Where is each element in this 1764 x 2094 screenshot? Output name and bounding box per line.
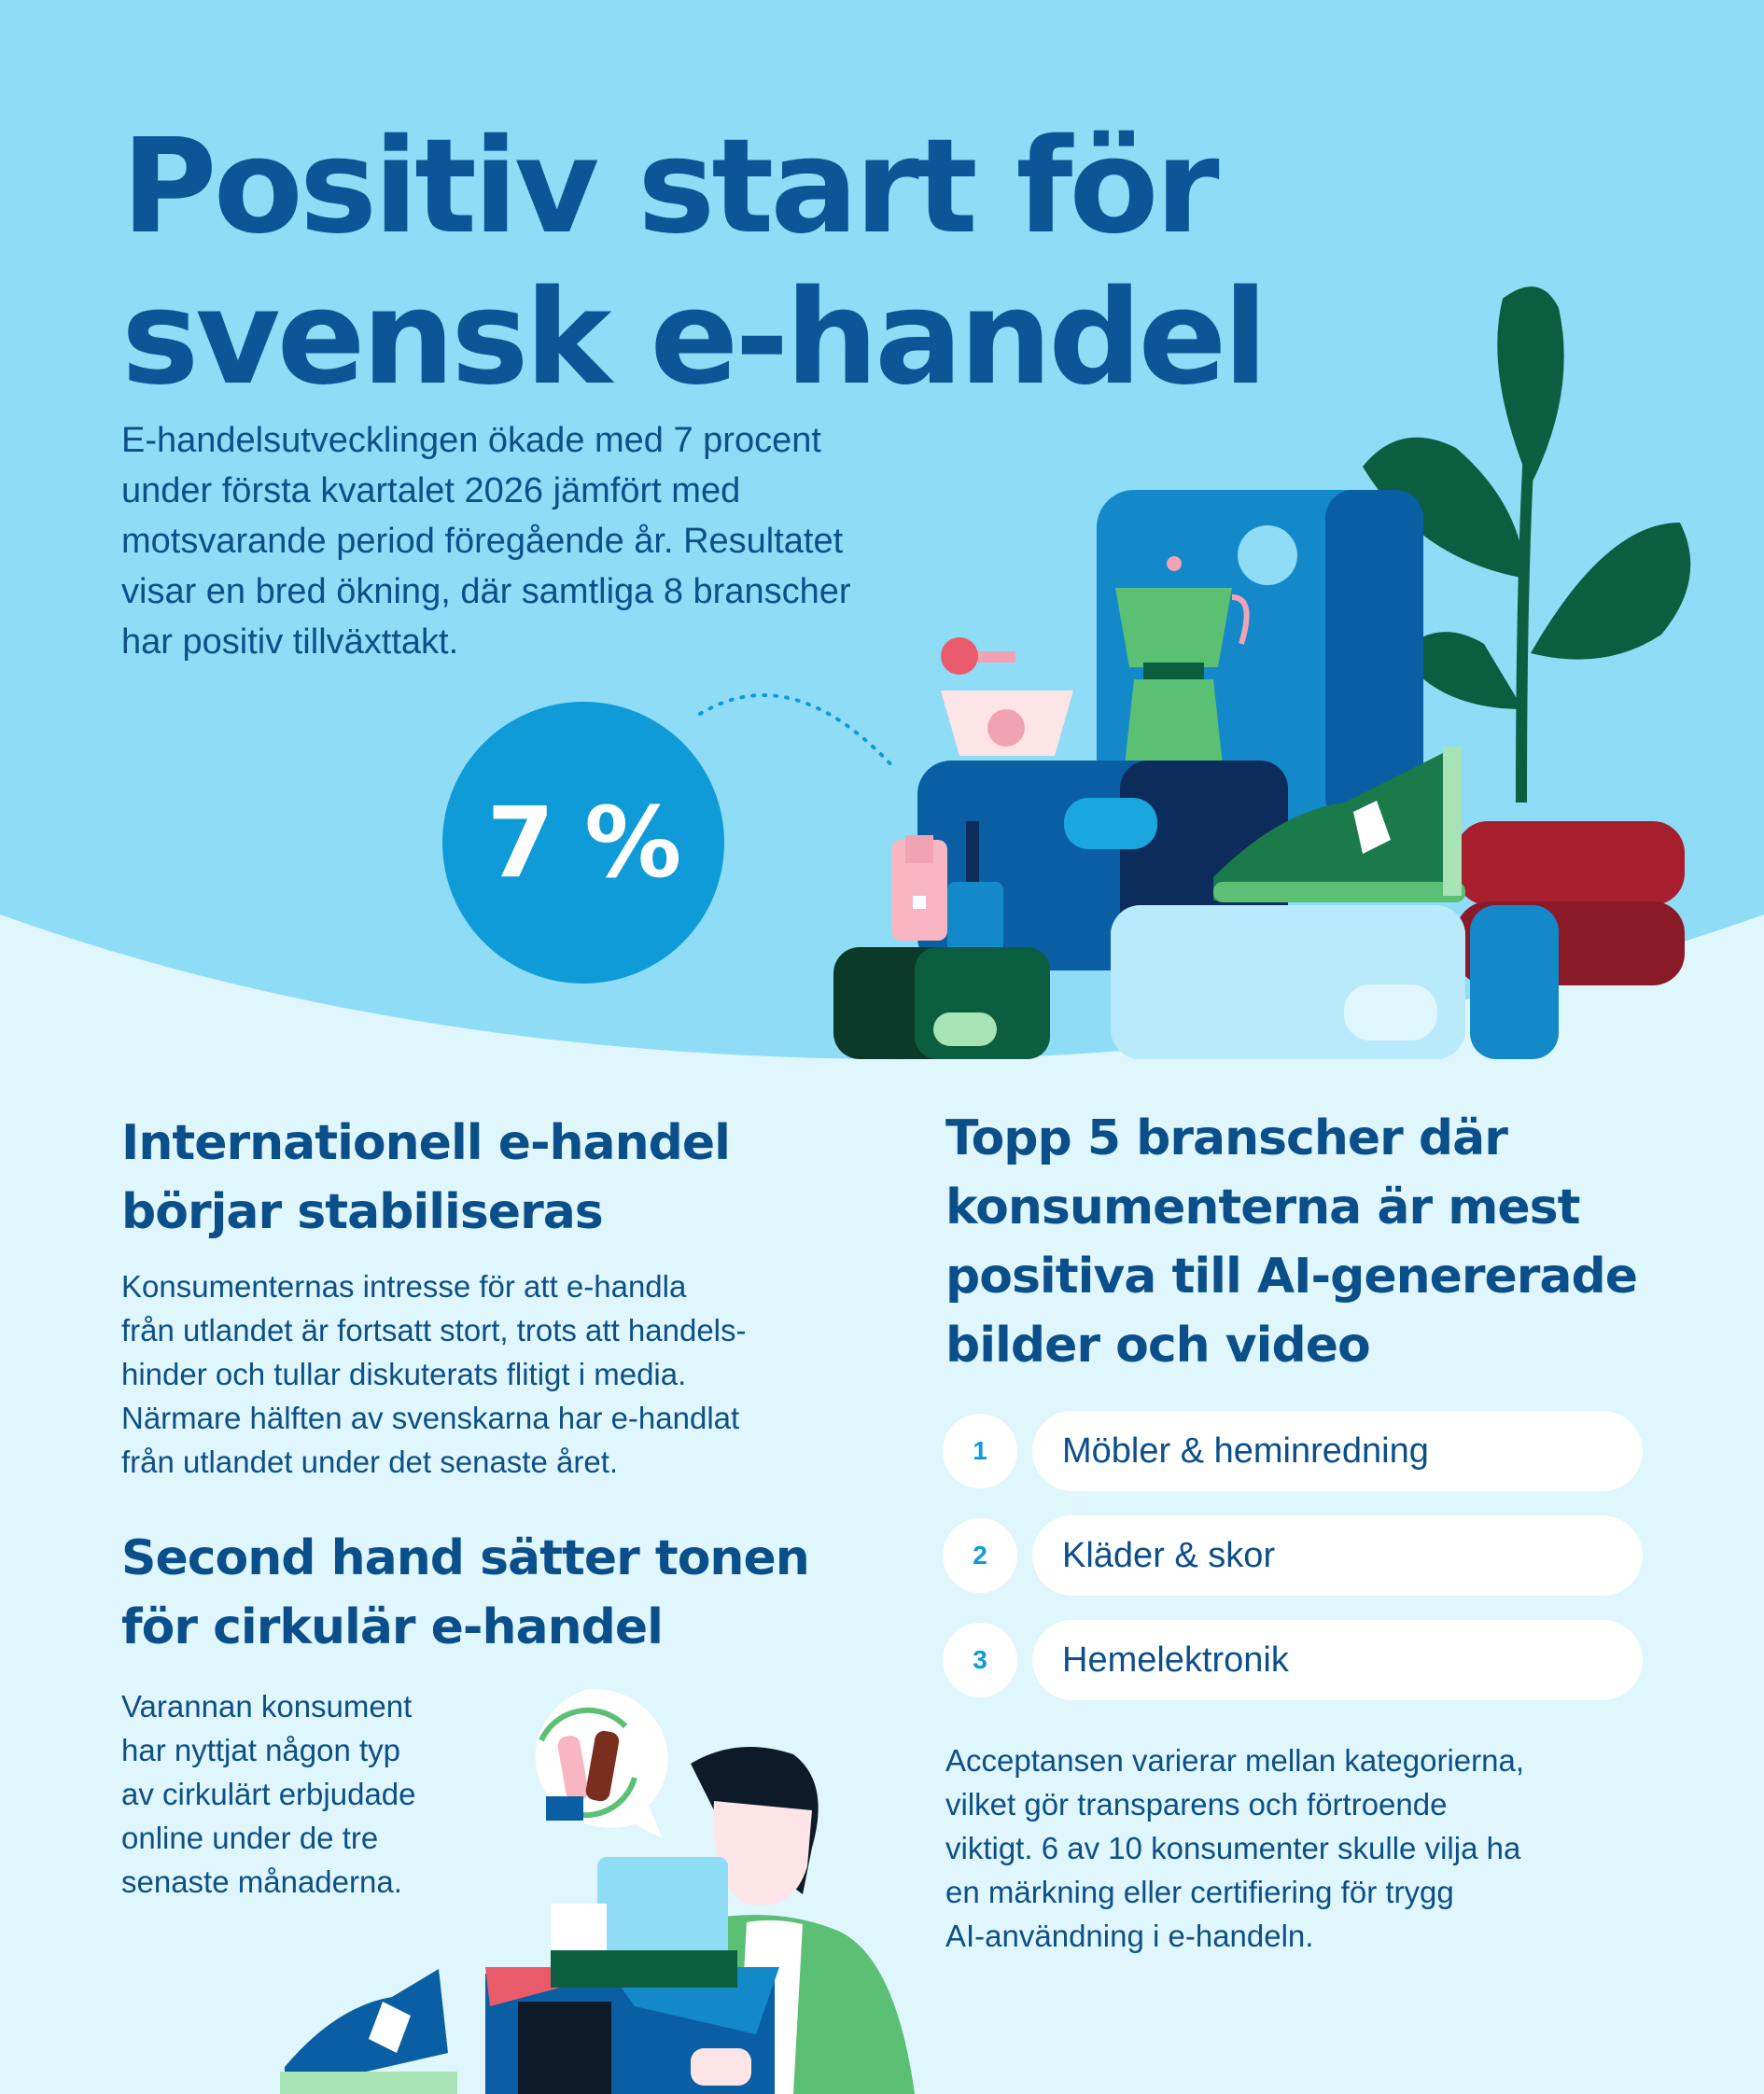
rank-item xyxy=(943,1515,1643,1596)
secondhand-line: Varannan konsument xyxy=(121,1689,413,1724)
top5-heading-line: bilder och video xyxy=(945,1318,1370,1374)
secondhand-line: senaste månaderna. xyxy=(121,1864,402,1899)
page-title-line-1: Positiv start för xyxy=(121,111,1216,263)
secondhand-heading-line: för cirkulär e-handel xyxy=(121,1599,663,1655)
international-heading xyxy=(121,1109,849,1247)
intro-line: E-handelsutvecklingen ökade med 7 procent xyxy=(121,421,821,460)
stat-circle: 7 % xyxy=(442,702,724,984)
secondhand-heading xyxy=(121,1524,887,1662)
rank-label: Hemelektronik xyxy=(1032,1620,1643,1700)
international-line: från utlandet är fortsatt stort, trots att handels- xyxy=(121,1313,747,1347)
international-text xyxy=(121,1264,887,1484)
intro-line: har positiv tillväxttakt. xyxy=(121,622,459,662)
rank-item xyxy=(943,1620,1643,1700)
international-line: Närmare hälften av svenskarna har e-handlat xyxy=(121,1401,740,1435)
intro-line: under första kvartalet 2026 jämfört med xyxy=(121,471,741,510)
international-heading-line: Internationell e-handel xyxy=(121,1115,730,1171)
rank-item xyxy=(943,1411,1643,1491)
top5-heading-line: Topp 5 branscher där xyxy=(945,1110,1507,1166)
rank-label: Kläder & skor xyxy=(1032,1515,1643,1596)
intro-line: visar en bred ökning, där samtliga 8 branscher xyxy=(121,572,851,611)
rank-number: 1 xyxy=(943,1414,1017,1488)
secondhand-line: online under de tre xyxy=(121,1821,379,1855)
international-line: Konsumenternas intresse för att e-handla xyxy=(121,1269,687,1304)
rank-label: Möbler & heminredning xyxy=(1032,1411,1643,1491)
secondhand-heading-line: Second hand sätter tonen xyxy=(121,1530,809,1586)
secondhand-line: har nyttjat någon typ xyxy=(121,1733,401,1767)
top5-note-line: AI-användning i e-handeln. xyxy=(945,1919,1314,1953)
rank-number: 3 xyxy=(943,1623,1017,1697)
top5-note-line: viktigt. 6 av 10 konsumenter skulle vilja ha xyxy=(945,1831,1521,1865)
secondhand-line: av cirkulärt erbjudade xyxy=(121,1777,416,1811)
top5-heading xyxy=(945,1104,1729,1380)
top5-note-line: Acceptansen varierar mellan kategorierna, xyxy=(945,1743,1524,1778)
page-title-line-2: svensk e-handel xyxy=(121,262,1265,414)
top5-heading-line: konsumenterna är mest xyxy=(945,1180,1580,1235)
international-line: från utlandet under det senaste året. xyxy=(121,1445,619,1479)
intro-line: motsvarande period föregående år. Resultatet xyxy=(121,522,844,561)
top5-note-line: vilket gör transparens och förtroende xyxy=(945,1787,1448,1822)
international-heading-line: börjar stabiliseras xyxy=(121,1184,603,1240)
top5-note xyxy=(945,1738,1729,1958)
rank-number: 2 xyxy=(943,1518,1017,1593)
top5-note-line: en märkning eller certifiering för trygg xyxy=(945,1875,1454,1909)
top5-heading-line: positiva till AI-genererade xyxy=(945,1249,1638,1305)
person-with-box-icon xyxy=(280,1731,933,2094)
international-line: hinder och tullar diskuterats flitigt i media. xyxy=(121,1357,687,1391)
stacked-parcels-icon xyxy=(821,280,1764,1064)
